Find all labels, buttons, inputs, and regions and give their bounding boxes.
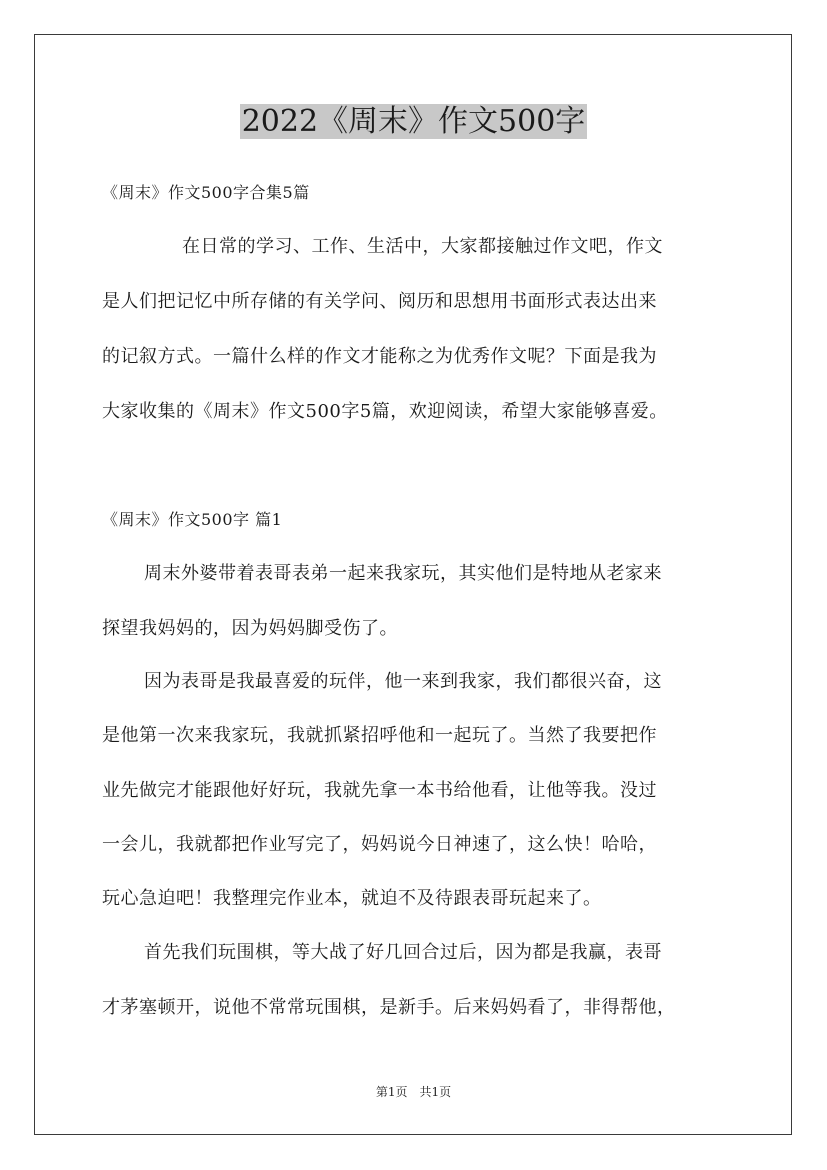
intro-line-3: 的记叙方式。一篇什么样的作文才能称之为优秀作文呢？下面是我为 (102, 346, 657, 367)
body-line-8: 首先我们玩围棋，等大战了好几回合过后，因为都是我赢，表哥 (144, 942, 662, 963)
body-line-7: 玩心急迫吧！我整理完作业本，就迫不及待跟表哥玩起来了。 (102, 888, 602, 909)
intro-line-2: 是人们把记忆中所存储的有关学问、阅历和思想用书面形式表达出来 (102, 291, 657, 312)
intro-line-1: 在日常的学习、工作、生活中，大家都接触过作文吧，作文 (182, 236, 663, 257)
body-line-1: 周末外婆带着表哥表弟一起来我家玩，其实他们是特地从老家来 (144, 563, 662, 584)
intro-line-4: 大家收集的《周末》作文500字5篇，欢迎阅读，希望大家能够喜爱。 (102, 401, 668, 422)
body-line-2: 探望我妈妈的，因为妈妈脚受伤了。 (102, 618, 398, 639)
body-line-4: 是他第一次来我家玩，我就抓紧招呼他和一起玩了。当然了我要把作 (102, 725, 657, 746)
document-title: 2022《周末》作文500字 (241, 104, 586, 139)
body-line-9: 才茅塞顿开，说他不常常玩围棋，是新手。后来妈妈看了，非得帮他， (102, 997, 676, 1018)
page-footer: 第1页 共1页 (375, 1085, 452, 1099)
body-line-5: 业先做完才能跟他好好玩，我就先拿一本书给他看，让他等我。没过 (102, 780, 657, 801)
body-line-6: 一会儿，我就都把作业写完了，妈妈说今日神速了，这么快！哈哈， (102, 834, 657, 855)
section-heading: 《周末》作文500字 篇1 (102, 510, 283, 529)
collection-heading: 《周末》作文500字合集5篇 (102, 183, 310, 202)
body-line-3: 因为表哥是我最喜爱的玩伴，他一来到我家，我们都很兴奋，这 (144, 671, 662, 692)
